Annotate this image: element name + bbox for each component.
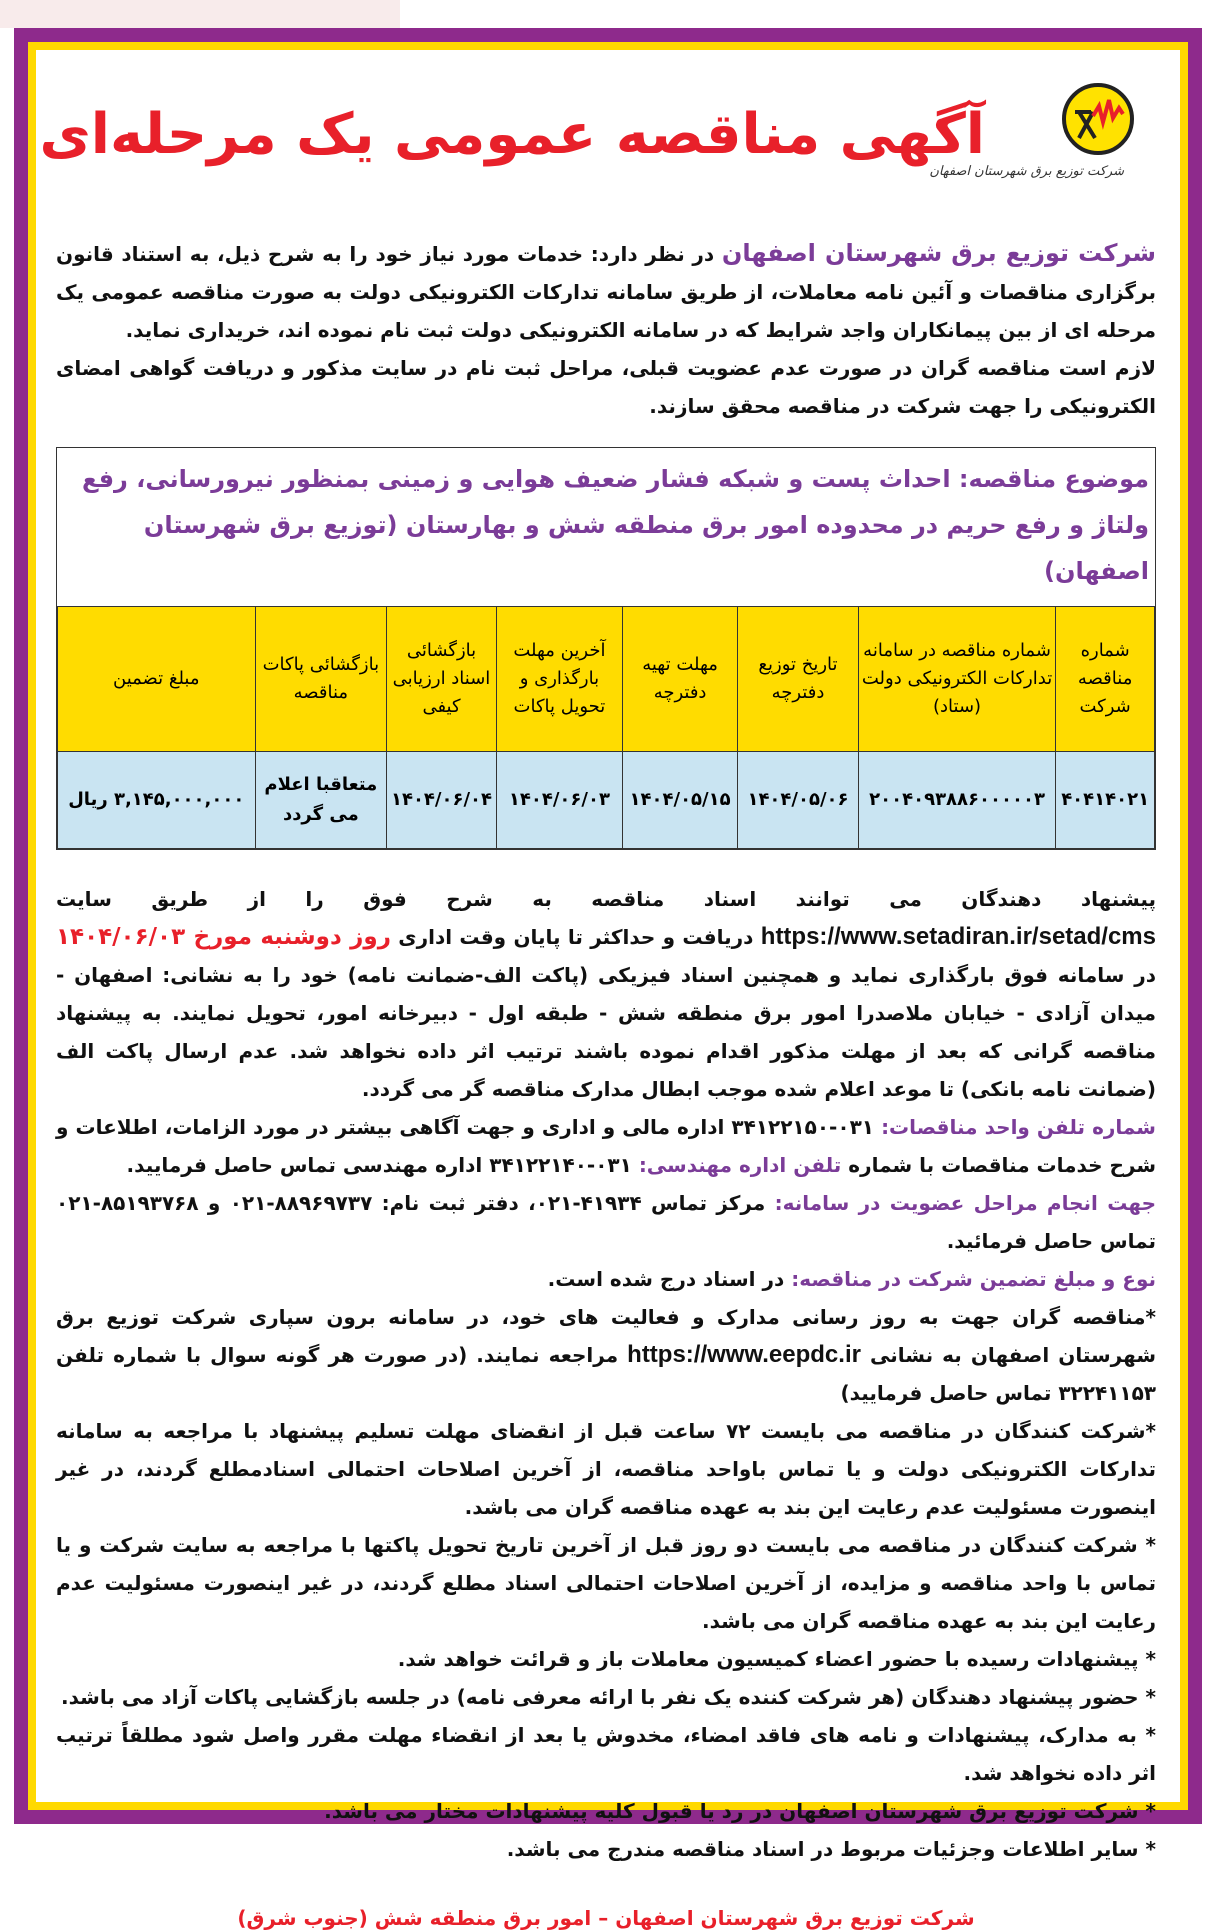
submission-paragraph [56, 880, 1156, 1108]
guarantee-label: نوع و مبلغ تضمین شرکت در مناقصه: [791, 1267, 1156, 1291]
intro-text: در نظر دارد: خدمات مورد نیاز خود را به شرح ذیل، به استناد قانون برگزاری مناقصات و آئین نامه معاملات، از طریق سامانه تدارکات الکترونیکی دولت به صورت مناقصه عمومی یک مرحله ای از بین پیمانکاران واجد شرایط که در سامانه الکترونیکی دولت ثبت نام نموده اند، خریداری نماید. [56, 242, 1156, 342]
cell-setad-no: ۲۰۰۴۰۹۳۸۸۶۰۰۰۰۰۳ [858, 752, 1055, 849]
header-guarantee-amount: مبلغ تضمین [58, 607, 256, 752]
bullet-item: * به مدارک، پیشنهادات و نامه های فاقد امضاء، مخدوش یا بعد از انقضاء مهلت مقرر واصل شود مطلقاً ترتیب اثر داده نخواهد شد. [56, 1723, 1156, 1785]
cell-company-tender-no: ۴۰۴۱۴۰۲۱ [1056, 752, 1155, 849]
bullet-item: * پیشنهادات رسیده با حضور اعضاء کمیسیون معاملات باز و قرائت خواهد شد. [397, 1647, 1156, 1671]
cell-purchase-deadline: ۱۴۰۴/۰۵/۱۵ [622, 752, 737, 849]
text: مرکز تماس ۴۱۹۳۴-۰۲۱، دفتر ثبت نام: ۸۸۹۶۹۷۳۷-۰۲۱ و ۸۵۱۹۳۷۶۸-۰۲۱ تماس حاصل فرمائید. [56, 1191, 1156, 1253]
membership-paragraph [56, 1184, 1156, 1260]
company-name: شرکت توزیع برق شهرستان اصفهان [721, 239, 1156, 267]
company-logo [929, 82, 1138, 179]
ad-sheet [36, 50, 1180, 1930]
header-setad-no: شماره مناقصه در سامانه تدارکات الکترونیکی دولت (ستاد) [858, 607, 1055, 752]
ad-frame [14, 28, 1202, 1930]
cell-submission-deadline: ۱۴۰۴/۰۶/۰۳ [496, 752, 622, 849]
electricity-logo-icon [1061, 82, 1135, 156]
text: در سامانه فوق بارگذاری نماید و همچنین اسناد فیزیکی (پاکت الف-ضمانت نامه) خود را به نشانی: اصفهان - میدان آزادی - خیابان ملاصدرا امور برق منطقه شش - طبقه اول - دبیرخانه امور، تحویل نمایند. به پیشنهاد مناقصه گرانی که بعد از مهلت مذکور اقدام نموده باشند ترتیب اثر داده نخواهد شد. عدم ارسال پاکت الف (ضمانت نامه بانکی) تا موعد اعلام شده موجب ابطال مدارک مناقصه گر می گردد. [56, 963, 1156, 1101]
text: *مناقصه گران جهت به روز رسانی مدارک و فعالیت های خود، در سامانه برون سپاری شرکت توزیع برق شهرستان اصفهان به نشانی [56, 1305, 1156, 1367]
bullet-item: * حضور پیشنهاد دهندگان (هر شرکت کننده یک نفر با ارائه معرفی نامه) در جلسه بازگشایی پاکات آزاد می باشد. [61, 1685, 1156, 1709]
intro-paragraph-2: لازم است مناقصه گران در صورت عدم عضویت قبلی، مراحل ثبت نام در سایت مذکور و دریافت گواهی امضای الکترونیکی را جهت شرکت در مناقصه محقق سازند. [56, 356, 1156, 418]
intro-paragraph [56, 234, 1156, 349]
cell-distribution-date: ۱۴۰۴/۰۵/۰۶ [738, 752, 859, 849]
bullet-item: * سایر اطلاعات وجزئیات مربوط در اسناد مناقصه مندرج می باشد. [506, 1837, 1156, 1861]
header-envelope-opening: بازگشائی پاکات مناقصه [255, 607, 387, 752]
bullet-item: *شرکت کنندگان در مناقصه می بایست ۷۲ ساعت قبل از انقضای مهلت تسلیم پیشنهاد با مراجعه به سامانه تدارکات الکترونیکی دولت و یا تماس باواحد مناقصه، از آخرین اصلاحات احتمالی اسنادمطلع گردند، در غیر اینصورت مسئولیت عدم رعایت این بند به عهده مناقصه گران می باشد. [56, 1419, 1156, 1519]
text: مراجعه نمایند. (در صورت هر گونه سوال با شماره تلفن ۳۲۲۴۱۱۵۳ تماس حاصل فرمایید) [56, 1343, 1156, 1405]
inner-border [28, 42, 1188, 1930]
eepdc-link[interactable]: https://www.eepdc.ir [627, 1341, 861, 1368]
text: پیشنهاد دهندگان می توانند اسناد مناقصه به شرح فوق را از طریق سایت [56, 887, 1156, 911]
table-row [58, 752, 1155, 849]
page-title: آگهی مناقصه عمومی یک مرحله‌ای [39, 102, 985, 167]
text: ۰۳۱-۳۴۱۲۲۱۵۰ اداره مالی و اداری و جهت آگاهی بیشتر در مورد الزامات، اطلاعات و شرح خدمات مناقصات با شماره [56, 1115, 1156, 1177]
header-company-tender-no: شماره مناقصه شرکت [1056, 607, 1155, 752]
phone-paragraph [56, 1108, 1156, 1184]
phone-label: شماره تلفن واحد مناقصات: [881, 1115, 1156, 1139]
guarantee-paragraph [56, 1260, 1156, 1298]
text: دریافت و حداکثر تا پایان وقت اداری [390, 925, 761, 949]
bullet-item [56, 1298, 1156, 1412]
cell-envelope-opening: متعاقبا اعلام می گردد [255, 752, 387, 849]
logo-text: شرکت توزیع برق شهرستان اصفهان [929, 164, 1124, 179]
bullet-item: * شرکت توزیع برق شهرستان اصفهان در رد یا قبول کلیه پیشنهادات مختار می باشد. [324, 1799, 1156, 1823]
deadline-highlight: روز دوشنبه مورخ ۱۴۰۴/۰۶/۰۳ [56, 924, 391, 950]
cell-qualification-opening: ۱۴۰۴/۰۶/۰۴ [387, 752, 497, 849]
setad-link[interactable]: https://www.setadiran.ir/setad/cms [760, 923, 1156, 950]
header-submission-deadline: آخرین مهلت بارگذاری و تحویل پاکات [496, 607, 622, 752]
header-distribution-date: تاریخ توزیع دفترچه [738, 607, 859, 752]
text: در اسناد درج شده است. [547, 1267, 792, 1291]
table-header-row [58, 607, 1155, 752]
text: ۰۳۱-۳۴۱۲۲۱۴۰ اداره مهندسی تماس حاصل فرمایید. [126, 1153, 639, 1177]
tender-box [56, 447, 1156, 850]
cell-guarantee-amount: ۳,۱۴۵,۰۰۰,۰۰۰ ریال [58, 752, 256, 849]
header-purchase-deadline: مهلت تهیه دفترچه [622, 607, 737, 752]
bullet-item: * شرکت کنندگان در مناقصه می بایست دو روز قبل از آخرین تاریخ تحویل پاکتها با مراجعه به سایت شرکت و یا تماس با واحد مناقصه و مزایده، از آخرین اصلاحات احتمالی اسناد مطلع گردند، در غیر اینصورت مسئولیت عدم رعایت این بند به عهده مناقصه گران می باشد. [56, 1533, 1156, 1633]
footer-signature: شرکت توزیع برق شهرستان اصفهان – امور برق منطقه شش (جنوب شرق) [237, 1906, 975, 1930]
watermark [0, 0, 400, 28]
engineering-phone-label: تلفن اداره مهندسی: [638, 1153, 842, 1177]
membership-label: جهت انجام مراحل عضویت در سامانه: [774, 1191, 1156, 1215]
header-qualification-opening: بازگشائی اسناد ارزیابی کیفی [387, 607, 497, 752]
tender-table [57, 606, 1155, 849]
tender-topic: موضوع مناقصه: احداث پست و شبکه فشار ضعیف هوایی و زمینی بمنظور نیرورسانی، رفع ولتاژ و رفع حریم در محدوده امور برق منطقه شش و بهارستان (توزیع برق شهرستان اصفهان) [81, 465, 1149, 585]
ad-content [56, 234, 1156, 1930]
